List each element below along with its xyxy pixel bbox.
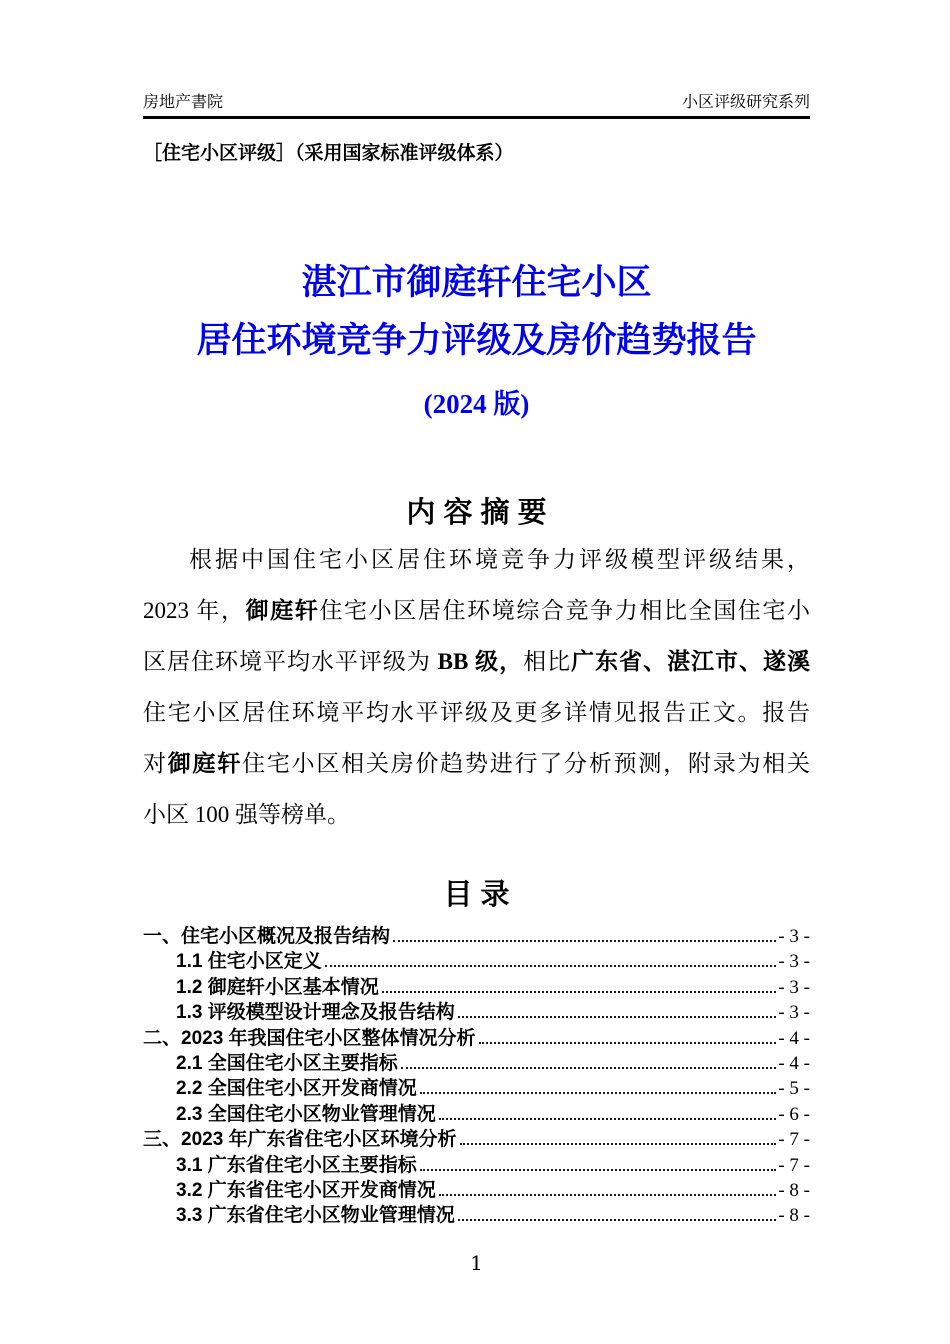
summary-text-bold: 御庭轩 bbox=[245, 598, 320, 623]
summary-text: 住宅小区居住环境平均水平评级及更多详情见报告正文。报告 bbox=[143, 700, 810, 725]
report-title bbox=[143, 263, 810, 420]
toc-page-number: - 3 - bbox=[778, 976, 810, 998]
toc-dotted-leader bbox=[439, 1118, 777, 1120]
summary-text: 区居住环境平均水平评级为 bbox=[143, 649, 438, 674]
summary-text-bold: BB 级， bbox=[437, 649, 524, 674]
toc-entry-label: 2.3 全国住宅小区物业管理情况 bbox=[176, 1103, 436, 1125]
toc-entry bbox=[143, 1153, 810, 1178]
summary-text-bold: 御庭轩 bbox=[167, 751, 243, 776]
series-label: ［住宅小区评级］（采用国家标准评级体系） bbox=[143, 143, 514, 164]
toc-page-number: - 6 - bbox=[778, 1103, 810, 1125]
toc-dotted-leader bbox=[439, 1194, 777, 1196]
summary-text: 2023 年， bbox=[143, 598, 246, 623]
summary-text: 住宅小区相关房价趋势进行了分析预测，附录为相关 bbox=[242, 751, 810, 776]
page-header bbox=[143, 93, 810, 119]
toc-dotted-leader bbox=[420, 1169, 777, 1171]
toc-page-number: - 8 - bbox=[778, 1179, 810, 1201]
toc-page-number: - 7 - bbox=[778, 1154, 810, 1176]
toc-dotted-leader bbox=[382, 991, 777, 993]
toc-page-number: - 3 - bbox=[778, 951, 810, 973]
report-title-line-1: 湛江市御庭轩住宅小区 bbox=[301, 263, 652, 302]
summary-text: 对 bbox=[143, 751, 168, 776]
toc-entry bbox=[143, 1026, 810, 1051]
toc-page-number: - 4 - bbox=[778, 1052, 810, 1074]
toc-entry-label: 1.2 御庭轩小区基本情况 bbox=[176, 976, 379, 998]
toc-dotted-leader bbox=[458, 1016, 777, 1018]
summary-line bbox=[143, 738, 810, 789]
header-right-text: 小区评级研究系列 bbox=[681, 94, 810, 111]
toc-entry bbox=[143, 1000, 810, 1025]
toc-dotted-leader bbox=[460, 1143, 777, 1145]
toc-heading: 目 录 bbox=[443, 879, 510, 911]
summary-text: 住宅小区居住环境综合竞争力相比全国住宅小 bbox=[319, 598, 810, 623]
toc-dotted-leader bbox=[479, 1042, 777, 1044]
toc-entry-label: 1.1 住宅小区定义 bbox=[176, 951, 322, 973]
summary-line bbox=[143, 534, 810, 585]
header-left-text: 房地产書院 bbox=[143, 94, 224, 111]
summary-text: 相比 bbox=[523, 649, 572, 674]
toc-page-number: - 5 - bbox=[778, 1078, 810, 1100]
toc-entry bbox=[143, 1076, 810, 1101]
toc-entry-label: 2.1 全国住宅小区主要指标 bbox=[176, 1052, 398, 1074]
summary-line bbox=[143, 636, 810, 687]
toc-page-number: - 8 - bbox=[778, 1205, 810, 1227]
toc-page-number: - 3 - bbox=[778, 1002, 810, 1024]
summary-paragraph bbox=[143, 534, 810, 840]
toc-entry bbox=[143, 1127, 810, 1152]
toc-entry-label: 1.3 评级模型设计理念及报告结构 bbox=[176, 1002, 455, 1024]
toc-dotted-leader bbox=[393, 940, 776, 942]
toc-entry bbox=[143, 924, 810, 949]
report-title-line-2: 居住环境竞争力评级及房价趋势报告 bbox=[196, 321, 757, 360]
toc-entry-label: 三、2023 年广东省住宅小区环境分析 bbox=[143, 1129, 457, 1151]
summary-line bbox=[143, 789, 810, 840]
toc-entry-label: 2.2 全国住宅小区开发商情况 bbox=[176, 1078, 417, 1100]
summary-text: 小区 100 强等榜单。 bbox=[143, 802, 350, 827]
toc-entry bbox=[143, 1102, 810, 1127]
report-title-edition: (2024 版) bbox=[423, 389, 530, 419]
summary-text-bold: 广东省、湛江市、遂溪 bbox=[571, 649, 810, 674]
summary-text: 根据中国住宅小区居住环境竞争力评级模型评级结果， bbox=[189, 547, 810, 572]
toc-entry-label: 3.1 广东省住宅小区主要指标 bbox=[176, 1154, 417, 1176]
toc-entry bbox=[143, 975, 810, 1000]
toc-page-number: - 7 - bbox=[778, 1129, 810, 1151]
summary-line bbox=[143, 585, 810, 636]
toc-page-number: - 3 - bbox=[778, 926, 810, 947]
toc-dotted-leader bbox=[325, 965, 777, 967]
summary-heading: 内 容 摘 要 bbox=[406, 497, 547, 529]
toc-entry-label: 3.2 广东省住宅小区开发商情况 bbox=[176, 1179, 436, 1201]
toc-dotted-leader bbox=[420, 1092, 777, 1094]
toc-entry bbox=[143, 1178, 810, 1203]
toc-dotted-leader bbox=[458, 1219, 777, 1221]
toc-entry bbox=[143, 949, 810, 974]
page-number: 1 bbox=[470, 1250, 483, 1275]
toc-entry-label: 二、2023 年我国住宅小区整体情况分析 bbox=[143, 1027, 476, 1049]
toc-page-number: - 4 - bbox=[778, 1027, 810, 1049]
toc-entry-label: 3.3 广东省住宅小区物业管理情况 bbox=[176, 1205, 455, 1227]
summary-line bbox=[143, 687, 810, 738]
toc-list bbox=[143, 924, 810, 1229]
toc-entry bbox=[143, 1203, 810, 1228]
toc-entry-label: 一、住宅小区概况及报告结构 bbox=[143, 926, 391, 947]
toc-entry bbox=[143, 1051, 810, 1076]
toc-dotted-leader bbox=[401, 1067, 777, 1069]
